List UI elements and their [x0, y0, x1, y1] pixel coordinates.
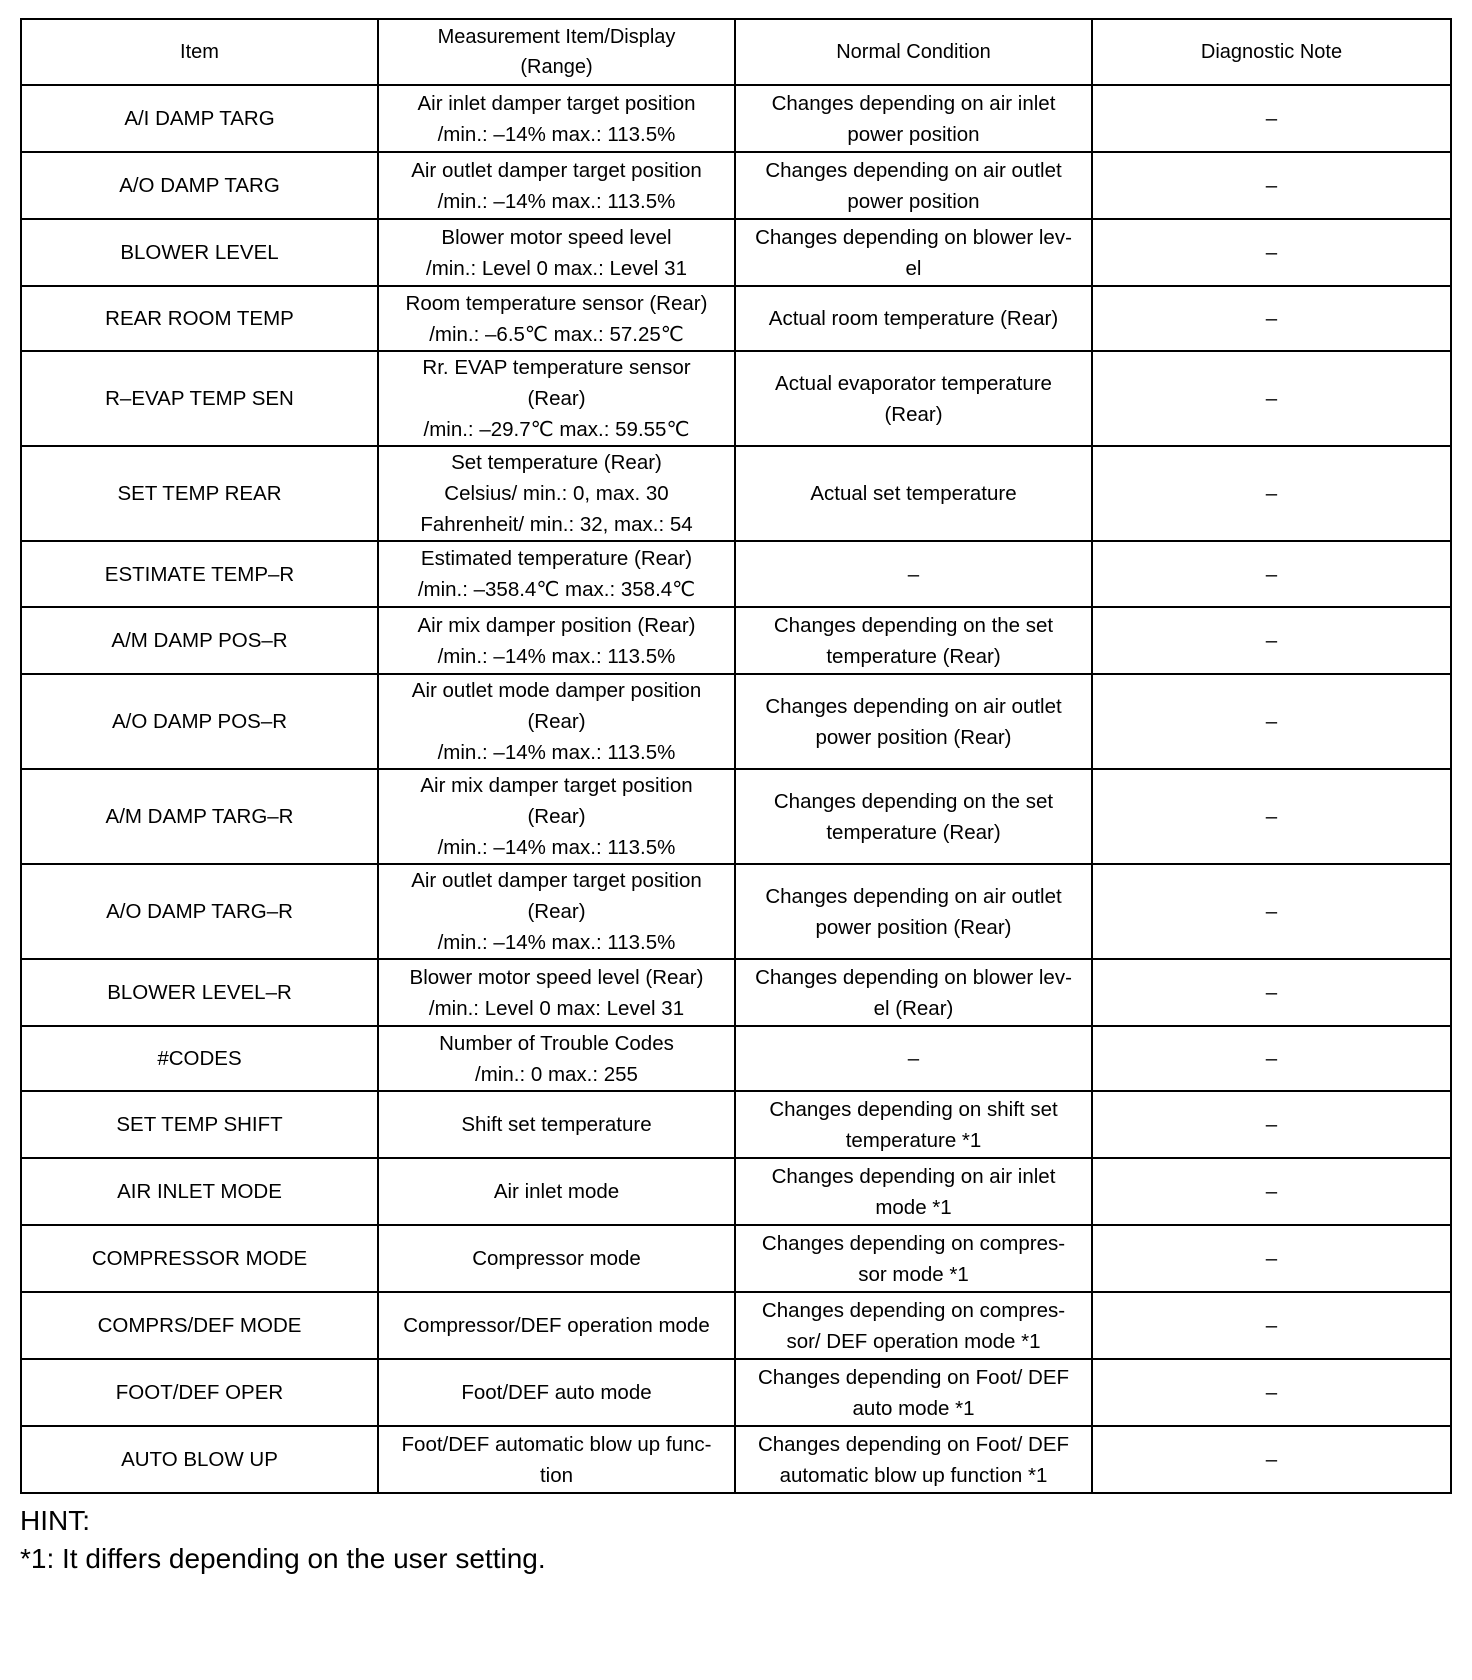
cell-normal-condition: Changes depending on Foot/ DEF automatic blow up function *1 — [735, 1426, 1092, 1493]
table-row — [21, 1359, 1451, 1426]
header-measurement: Measurement Item/Display (Range) — [378, 19, 735, 85]
cell-item: COMPRESSOR MODE — [21, 1225, 378, 1292]
cell-item: R–EVAP TEMP SEN — [21, 351, 378, 446]
cell-normal-condition: Changes depending on air outlet power position (Rear) — [735, 864, 1092, 959]
cell-measurement: Foot/DEF automatic blow up func- tion — [378, 1426, 735, 1493]
cell-item: A/O DAMP POS–R — [21, 674, 378, 769]
header-item: Item — [21, 19, 378, 85]
cell-item: ESTIMATE TEMP–R — [21, 541, 378, 607]
cell-item: BLOWER LEVEL–R — [21, 959, 378, 1026]
cell-normal-condition: – — [735, 541, 1092, 607]
cell-measurement: Shift set temperature — [378, 1091, 735, 1158]
cell-diagnostic-note: – — [1092, 1225, 1451, 1292]
table-row — [21, 769, 1451, 864]
table-row — [21, 85, 1451, 152]
cell-item: SET TEMP SHIFT — [21, 1091, 378, 1158]
cell-diagnostic-note: – — [1092, 1359, 1451, 1426]
cell-measurement: Foot/DEF auto mode — [378, 1359, 735, 1426]
cell-normal-condition: Changes depending on blower lev- el — [735, 219, 1092, 286]
table-header-row — [21, 19, 1451, 85]
cell-measurement: Room temperature sensor (Rear) /min.: –6.5℃ max.: 57.25℃ — [378, 286, 735, 351]
table-row — [21, 674, 1451, 769]
cell-measurement: Blower motor speed level /min.: Level 0 max.: Level 31 — [378, 219, 735, 286]
cell-diagnostic-note: – — [1092, 769, 1451, 864]
table-row — [21, 1158, 1451, 1225]
cell-item: #CODES — [21, 1026, 378, 1091]
cell-item: AUTO BLOW UP — [21, 1426, 378, 1493]
table-row — [21, 959, 1451, 1026]
cell-measurement: Air inlet damper target position /min.: –14% max.: 113.5% — [378, 85, 735, 152]
cell-item: COMPRS/DEF MODE — [21, 1292, 378, 1359]
hint-text: *1: It differs depending on the user setting. — [20, 1543, 546, 1574]
cell-diagnostic-note: – — [1092, 674, 1451, 769]
table-row — [21, 446, 1451, 541]
cell-measurement: Air inlet mode — [378, 1158, 735, 1225]
cell-normal-condition: Changes depending on compres- sor/ DEF operation mode *1 — [735, 1292, 1092, 1359]
cell-diagnostic-note: – — [1092, 219, 1451, 286]
cell-measurement: Compressor/DEF operation mode — [378, 1292, 735, 1359]
cell-normal-condition: Changes depending on blower lev- el (Rear) — [735, 959, 1092, 1026]
cell-measurement: Blower motor speed level (Rear) /min.: Level 0 max: Level 31 — [378, 959, 735, 1026]
cell-item: REAR ROOM TEMP — [21, 286, 378, 351]
cell-normal-condition: Changes depending on compres- sor mode *1 — [735, 1225, 1092, 1292]
cell-item: A/M DAMP POS–R — [21, 607, 378, 674]
table-row — [21, 152, 1451, 219]
table-row — [21, 864, 1451, 959]
cell-measurement: Air outlet damper target position (Rear) /min.: –14% max.: 113.5% — [378, 864, 735, 959]
cell-diagnostic-note: – — [1092, 85, 1451, 152]
cell-normal-condition: Changes depending on the set temperature (Rear) — [735, 769, 1092, 864]
header-normal-condition: Normal Condition — [735, 19, 1092, 85]
cell-item: A/O DAMP TARG–R — [21, 864, 378, 959]
table-row — [21, 1091, 1451, 1158]
cell-item: FOOT/DEF OPER — [21, 1359, 378, 1426]
cell-measurement: Air outlet damper target position /min.: –14% max.: 113.5% — [378, 152, 735, 219]
cell-diagnostic-note: – — [1092, 1292, 1451, 1359]
cell-diagnostic-note: – — [1092, 1158, 1451, 1225]
table-row — [21, 219, 1451, 286]
cell-diagnostic-note: – — [1092, 351, 1451, 446]
cell-measurement: Number of Trouble Codes /min.: 0 max.: 255 — [378, 1026, 735, 1091]
table-row — [21, 1292, 1451, 1359]
table-row — [21, 1225, 1451, 1292]
cell-diagnostic-note: – — [1092, 286, 1451, 351]
cell-diagnostic-note: – — [1092, 1426, 1451, 1493]
table-row — [21, 607, 1451, 674]
cell-measurement: Air mix damper position (Rear) /min.: –14% max.: 113.5% — [378, 607, 735, 674]
header-diagnostic-note: Diagnostic Note — [1092, 19, 1451, 85]
hint-label: HINT: — [20, 1505, 90, 1536]
cell-measurement: Rr. EVAP temperature sensor (Rear) /min.: –29.7℃ max.: 59.55℃ — [378, 351, 735, 446]
cell-normal-condition: Actual evaporator temperature (Rear) — [735, 351, 1092, 446]
cell-normal-condition: Actual set temperature — [735, 446, 1092, 541]
cell-item: BLOWER LEVEL — [21, 219, 378, 286]
cell-measurement: Estimated temperature (Rear) /min.: –358.4℃ max.: 358.4℃ — [378, 541, 735, 607]
cell-normal-condition: Changes depending on air inlet power position — [735, 85, 1092, 152]
cell-measurement: Air mix damper target position (Rear) /min.: –14% max.: 113.5% — [378, 769, 735, 864]
cell-measurement: Compressor mode — [378, 1225, 735, 1292]
cell-normal-condition: Changes depending on air outlet power position (Rear) — [735, 674, 1092, 769]
cell-diagnostic-note: – — [1092, 446, 1451, 541]
table-row — [21, 1426, 1451, 1493]
hint-section — [20, 1502, 1450, 1578]
cell-item: A/M DAMP TARG–R — [21, 769, 378, 864]
cell-normal-condition: Changes depending on shift set temperature *1 — [735, 1091, 1092, 1158]
table-body — [21, 85, 1451, 1493]
cell-normal-condition: Changes depending on air inlet mode *1 — [735, 1158, 1092, 1225]
cell-normal-condition: Actual room temperature (Rear) — [735, 286, 1092, 351]
cell-item: AIR INLET MODE — [21, 1158, 378, 1225]
cell-diagnostic-note: – — [1092, 1091, 1451, 1158]
cell-diagnostic-note: – — [1092, 864, 1451, 959]
data-list-table — [20, 18, 1452, 1494]
cell-item: SET TEMP REAR — [21, 446, 378, 541]
cell-diagnostic-note: – — [1092, 1026, 1451, 1091]
cell-item: A/I DAMP TARG — [21, 85, 378, 152]
cell-measurement: Set temperature (Rear) Celsius/ min.: 0, max. 30 Fahrenheit/ min.: 32, max.: 54 — [378, 446, 735, 541]
cell-normal-condition: Changes depending on Foot/ DEF auto mode *1 — [735, 1359, 1092, 1426]
table-row — [21, 351, 1451, 446]
cell-diagnostic-note: – — [1092, 152, 1451, 219]
table-row — [21, 1026, 1451, 1091]
cell-measurement: Air outlet mode damper position (Rear) /min.: –14% max.: 113.5% — [378, 674, 735, 769]
table-row — [21, 541, 1451, 607]
cell-item: A/O DAMP TARG — [21, 152, 378, 219]
cell-diagnostic-note: – — [1092, 959, 1451, 1026]
cell-normal-condition: – — [735, 1026, 1092, 1091]
cell-diagnostic-note: – — [1092, 607, 1451, 674]
document-page — [20, 18, 1450, 1578]
cell-normal-condition: Changes depending on air outlet power position — [735, 152, 1092, 219]
cell-diagnostic-note: – — [1092, 541, 1451, 607]
table-row — [21, 286, 1451, 351]
cell-normal-condition: Changes depending on the set temperature (Rear) — [735, 607, 1092, 674]
